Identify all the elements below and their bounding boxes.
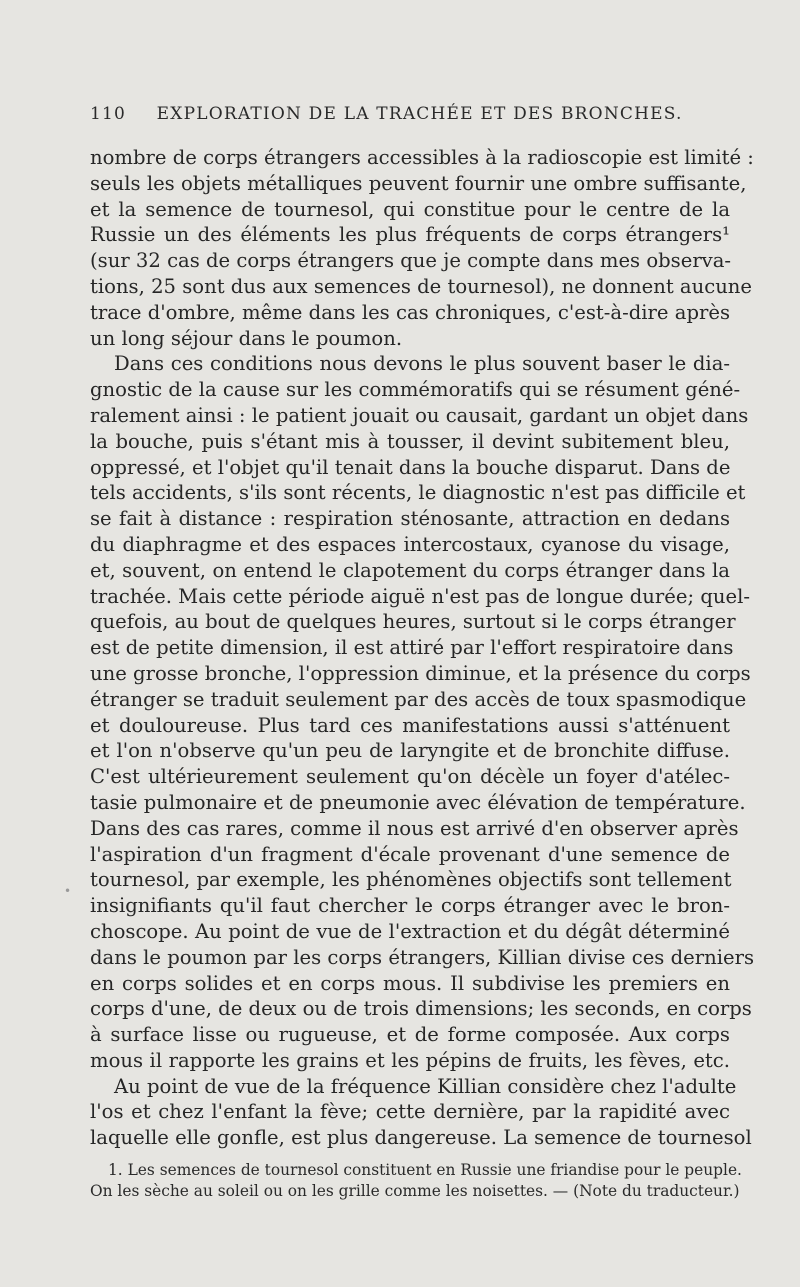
text-line: laquelle elle gonfle, est plus dangereuse. La semence de tournesol [90,1126,752,1150]
text-line: trachée. Mais cette période aiguë n'est pas de longue durée; quel- [90,584,750,608]
text-line: et l'on n'observe qu'un peu de laryngite et de bronchite diffuse. [90,739,730,763]
text-line: quefois, au bout de quelques heures, surtout si le corps étranger [90,610,736,634]
text-line: l'aspiration d'un fragment d'écale provenant d'une semence de [90,842,730,866]
text-line: tournesol, par exemple, les phénomènes objectifs sont tellement [90,868,732,892]
text-line: corps d'une, de deux ou de trois dimensions; les seconds, en corps [90,997,752,1021]
text-line: tions, 25 sont dus aux semences de tournesol), ne donnent aucune [90,274,753,298]
text-line: insignifiants qu'il faut chercher le corps étranger avec le bron- [90,894,730,918]
text-line: dans le poumon par les corps étrangers, Killian divise ces derniers [90,945,754,969]
text-line: un long séjour dans le poumon. [90,326,403,350]
text-line: et, souvent, on entend le clapotement du corps étranger dans la [90,558,730,582]
text-line: tels accidents, s'ils sont récents, le diagnostic n'est pas difficile et [90,481,746,505]
text-line: se fait à distance : respiration sténosante, attraction en dedans [90,507,730,531]
text-line: Dans ces conditions nous devons le plus souvent baser le dia- [114,352,730,376]
running-title: EXPLORATION DE LA TRACHÉE ET DES BRONCHES. [156,104,683,124]
text-line: Au point de vue de la fréquence Killian considère chez l'adulte [114,1074,737,1098]
text-line: une grosse bronche, l'oppression diminue, et la présence du corps [90,661,751,685]
body-text [90,145,754,1151]
margin-dot: • [64,884,72,898]
text-line: l'os et chez l'enfant la fève; cette dernière, par la rapidité avec [90,1100,730,1124]
footnotes [90,1160,742,1202]
text-line: étranger se traduit seulement par des accès de toux spasmodique [90,687,747,711]
footnote-line: 1. Les semences de tournesol constituent en Russie une friandise pour le peuple. [108,1161,742,1179]
text-line: seuls les objets métalliques peuvent fournir une ombre suffisante, [90,171,747,195]
footnote-line: On les sèche au soleil ou on les grille comme les noisettes. — (Note du traducteur.) [90,1182,740,1200]
text-line: à surface lisse ou rugueuse, et de forme composée. Aux corps [90,1023,730,1047]
running-header [90,104,730,124]
text-line: oppressé, et l'objet qu'il tenait dans la bouche disparut. Dans de [90,455,731,479]
text-line: mous il rapporte les grains et les pépins de fruits, les fèves, etc. [90,1048,730,1072]
text-line: en corps solides et en corps mous. Il subdivise les premiers en [90,971,730,995]
text-line: Russie un des éléments les plus fréquents de corps étrangers¹ [90,223,730,247]
text-line: tasie pulmonaire et de pneumonie avec élévation de température. [90,790,746,814]
text-line: choscope. Au point de vue de l'extraction et du dégât déterminé [90,919,730,943]
text-line: Dans des cas rares, comme il nous est arrivé d'en observer après [90,816,739,840]
text-line: du diaphragme et des espaces intercostaux, cyanose du visage, [90,532,730,556]
text-line: ralement ainsi : le patient jouait ou causait, gardant un objet dans [90,403,749,427]
text-line: et la semence de tournesol, qui constitue pour le centre de la [90,197,730,221]
text-line: C'est ultérieurement seulement qu'on décèle un foyer d'atélec- [90,765,730,789]
text-line: trace d'ombre, même dans les cas chroniques, c'est-à-dire après [90,300,730,324]
text-line: est de petite dimension, il est attiré par l'effort respiratoire dans [90,636,734,660]
text-line: et douloureuse. Plus tard ces manifestations aussi s'atténuent [90,713,730,737]
page-number: 110 [90,104,127,124]
text-line: (sur 32 cas de corps étrangers que je compte dans mes observa- [90,249,732,273]
text-line: gnostic de la cause sur les commémoratifs qui se résument géné- [90,378,741,402]
text-line: nombre de corps étrangers accessibles à la radioscopie est limité : [90,146,754,169]
text-line: la bouche, puis s'étant mis à tousser, il devint subitement bleu, [90,429,730,453]
